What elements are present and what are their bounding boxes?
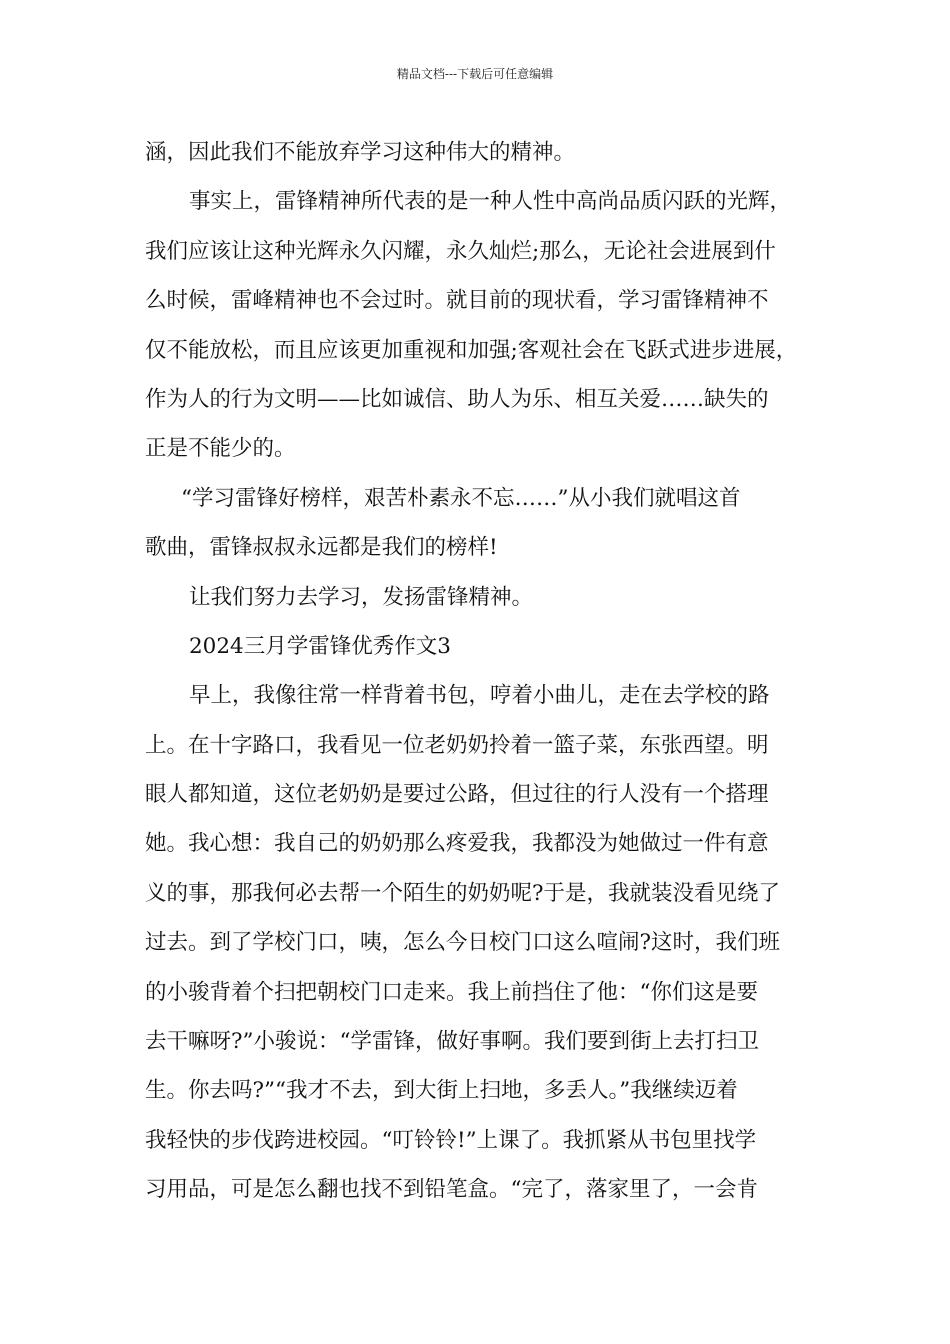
text-line: 涵，因此我们不能放弃学习这种伟大的精神。 — [145, 140, 576, 165]
text-line: 正是不能少的。 — [145, 436, 296, 462]
text-line: 歌曲，雷锋叔叔永远都是我们的榜样! — [145, 535, 498, 561]
text-line: 仅不能放松，而且应该更加重视和加强;客观社会在飞跃式进步进展， — [145, 337, 798, 363]
text-line: 过去。到了学校门口，咦，怎么今日校门口这么喧闹?这时，我们班 — [145, 930, 781, 956]
text-line: 生。你去吗?”“我才不去，到大街上扫地，多丢人。”我继续迈着 — [145, 1078, 738, 1104]
page-header: 精品文档---下载后可任意编辑 — [396, 67, 554, 81]
text-line: 眼人都知道，这位老奶奶是要过公路，但过往的行人没有一个搭理 — [145, 782, 769, 808]
text-line: 去干嘛呀?”小骏说：“学雷锋，做好事啊。我们要到街上去打扫卫 — [145, 1029, 760, 1055]
text-line: 习用品，可是怎么翻也找不到铅笔盒。“完了，落家里了，一会肯 — [145, 1177, 758, 1203]
text-line: 她。我心想：我自己的奶奶那么疼爱我，我都没为她做过一件有意 — [145, 831, 769, 857]
text-line: 我们应该让这种光辉永久闪耀，永久灿烂;那么，无论社会进展到什 — [145, 238, 776, 264]
text-line: 早上，我像往常一样背着书包，哼着小曲儿，走在去学校的路 — [189, 683, 770, 709]
text-line: 我轻快的步伐跨进校园。“叮铃铃!”上课了。我抓紧从书包里找学 — [145, 1127, 757, 1153]
text-line: 事实上，雷锋精神所代表的是一种人性中高尚品质闪跃的光辉， — [189, 189, 792, 215]
text-line: 的小骏背着个扫把朝校门口走来。我上前挡住了他：“你们这是要 — [145, 979, 758, 1005]
text-line: “学习雷锋好榜样，艰苦朴素永不忘……”从小我们就唱这首 — [181, 485, 741, 511]
text-line: 让我们努力去学习，发扬雷锋精神。 — [189, 584, 534, 610]
text-line: 么时候，雷峰精神也不会过时。就目前的现状看，学习雷锋精神不 — [145, 288, 769, 314]
section-heading: 2024三月学雷锋优秀作文3 — [189, 633, 451, 659]
document-body — [145, 128, 815, 1215]
text-line: 上。在十字路口，我看见一位老奶奶拎着一篮子菜，东张西望。明 — [145, 732, 769, 758]
text-line: 作为人的行为文明——比如诚信、助人为乐、相互关爱……缺失的 — [145, 386, 769, 412]
text-line: 义的事，那我何必去帮一个陌生的奶奶呢?于是，我就装没看见绕了 — [145, 880, 781, 906]
